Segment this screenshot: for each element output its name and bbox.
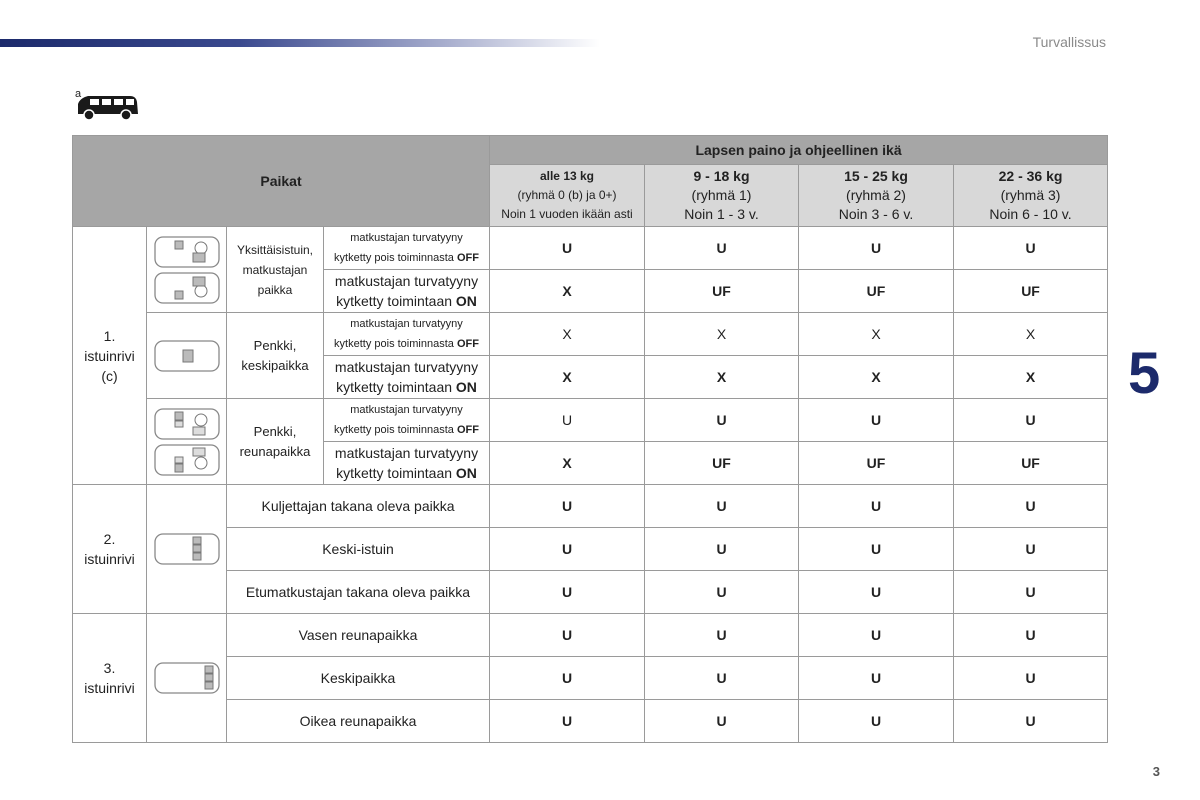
table-cell: U xyxy=(954,614,1108,657)
weight-col-2: 15 - 25 kg (ryhmä 2) Noin 3 - 6 v. xyxy=(799,165,954,227)
section-title: Turvallissus xyxy=(1032,34,1106,50)
table-cell: U xyxy=(799,614,954,657)
table-cell: X xyxy=(490,442,645,485)
row-3-place-0: Vasen reunapaikka xyxy=(227,614,490,657)
row-2-diagram-cell xyxy=(147,485,227,614)
table-cell: U xyxy=(490,571,645,614)
header-accent-bar xyxy=(0,39,600,47)
airbag-off-label: matkustajan turvatyyny kytketty pois toiminnasta OFF xyxy=(324,399,490,442)
table-cell: U xyxy=(799,485,954,528)
table-cell: X xyxy=(645,313,799,356)
table-cell: U xyxy=(954,571,1108,614)
table-cell: UF xyxy=(799,442,954,485)
table-cell: U xyxy=(799,528,954,571)
single-seat-label: Yksittäisistuin, matkustajan paikka xyxy=(227,227,324,313)
airbag-off-label: matkustajan turvatyyny kytketty pois toiminnasta OFF xyxy=(324,313,490,356)
table-cell: X xyxy=(490,356,645,399)
table-cell: X xyxy=(490,313,645,356)
car-top-view-icon xyxy=(153,407,221,441)
car-badge-letter: a xyxy=(75,88,82,100)
table-cell: U xyxy=(799,571,954,614)
table-cell: U xyxy=(645,227,799,270)
airbag-on-label: matkustajan turvatyyny kytketty toimintaan ON xyxy=(324,356,490,399)
row-2-label: 2. istuinrivi xyxy=(73,485,147,614)
table-cell: X xyxy=(799,356,954,399)
airbag-on-label: matkustajan turvatyyny kytketty toimintaan ON xyxy=(324,442,490,485)
table-cell: U xyxy=(645,657,799,700)
row-1-label: 1. istuinrivi (c) xyxy=(73,227,147,485)
table-cell: X xyxy=(490,270,645,313)
car-top-view-icon xyxy=(153,271,221,305)
table-cell: U xyxy=(645,528,799,571)
table-cell: U xyxy=(799,657,954,700)
row-3-diagram-cell xyxy=(147,614,227,743)
table-cell: U xyxy=(490,700,645,743)
car-top-view-icon xyxy=(153,235,221,269)
table-cell: X xyxy=(645,356,799,399)
airbag-on-label: matkustajan turvatyyny kytketty toimintaan ON xyxy=(324,270,490,313)
table-cell: U xyxy=(954,700,1108,743)
bench-center-diagram-cell xyxy=(147,313,227,399)
table-cell: U xyxy=(645,485,799,528)
table-cell: U xyxy=(645,399,799,442)
single-seat-diagram-cell xyxy=(147,227,227,313)
bench-center-label: Penkki, keskipaikka xyxy=(227,313,324,399)
car-top-view-icon xyxy=(153,532,221,566)
table-cell: UF xyxy=(799,270,954,313)
bench-outer-diagram-cell xyxy=(147,399,227,485)
table-cell: UF xyxy=(954,442,1108,485)
table-cell: U xyxy=(954,528,1108,571)
bench-outer-label: Penkki, reunapaikka xyxy=(227,399,324,485)
table-cell: U xyxy=(954,657,1108,700)
weight-col-0: alle 13 kg (ryhmä 0 (b) ja 0+) Noin 1 vuoden ikään asti xyxy=(490,165,645,227)
table-cell: UF xyxy=(645,270,799,313)
weight-col-1: 9 - 18 kg (ryhmä 1) Noin 1 - 3 v. xyxy=(645,165,799,227)
table-cell: U xyxy=(490,657,645,700)
row-2-place-0: Kuljettajan takana oleva paikka xyxy=(227,485,490,528)
table-cell: U xyxy=(954,485,1108,528)
chapter-number: 5 xyxy=(1128,341,1161,406)
car-top-view-icon xyxy=(153,443,221,477)
table-cell: X xyxy=(799,313,954,356)
minivan-icon xyxy=(74,86,140,122)
table-cell: U xyxy=(490,227,645,270)
row-3-place-1: Keskipaikka xyxy=(227,657,490,700)
table-cell: U xyxy=(954,227,1108,270)
child-seat-table xyxy=(72,135,1108,743)
table-cell: U xyxy=(645,571,799,614)
table-cell: U xyxy=(490,399,645,442)
table-cell: X xyxy=(954,356,1108,399)
row-2-place-2: Etumatkustajan takana oleva paikka xyxy=(227,571,490,614)
weight-col-3: 22 - 36 kg (ryhmä 3) Noin 6 - 10 v. xyxy=(954,165,1108,227)
table-cell: U xyxy=(799,700,954,743)
table-cell: U xyxy=(490,485,645,528)
car-top-view-icon xyxy=(153,339,221,373)
table-cell: U xyxy=(645,614,799,657)
table-cell: U xyxy=(954,399,1108,442)
table-cell: U xyxy=(490,528,645,571)
table-cell: U xyxy=(490,614,645,657)
airbag-off-label: matkustajan turvatyyny kytketty pois toiminnasta OFF xyxy=(324,227,490,270)
table-cell: U xyxy=(645,700,799,743)
places-header: Paikat xyxy=(73,136,490,227)
car-top-view-icon xyxy=(153,661,221,695)
weight-group-header: Lapsen paino ja ohjeellinen ikä xyxy=(490,136,1108,165)
table-cell: UF xyxy=(645,442,799,485)
row-3-label: 3. istuinrivi xyxy=(73,614,147,743)
row-3-place-2: Oikea reunapaikka xyxy=(227,700,490,743)
table-cell: U xyxy=(799,399,954,442)
table-cell: UF xyxy=(954,270,1108,313)
row-2-place-1: Keski-istuin xyxy=(227,528,490,571)
table-cell: X xyxy=(954,313,1108,356)
table-cell: U xyxy=(799,227,954,270)
page-number: 3 xyxy=(1152,764,1160,779)
